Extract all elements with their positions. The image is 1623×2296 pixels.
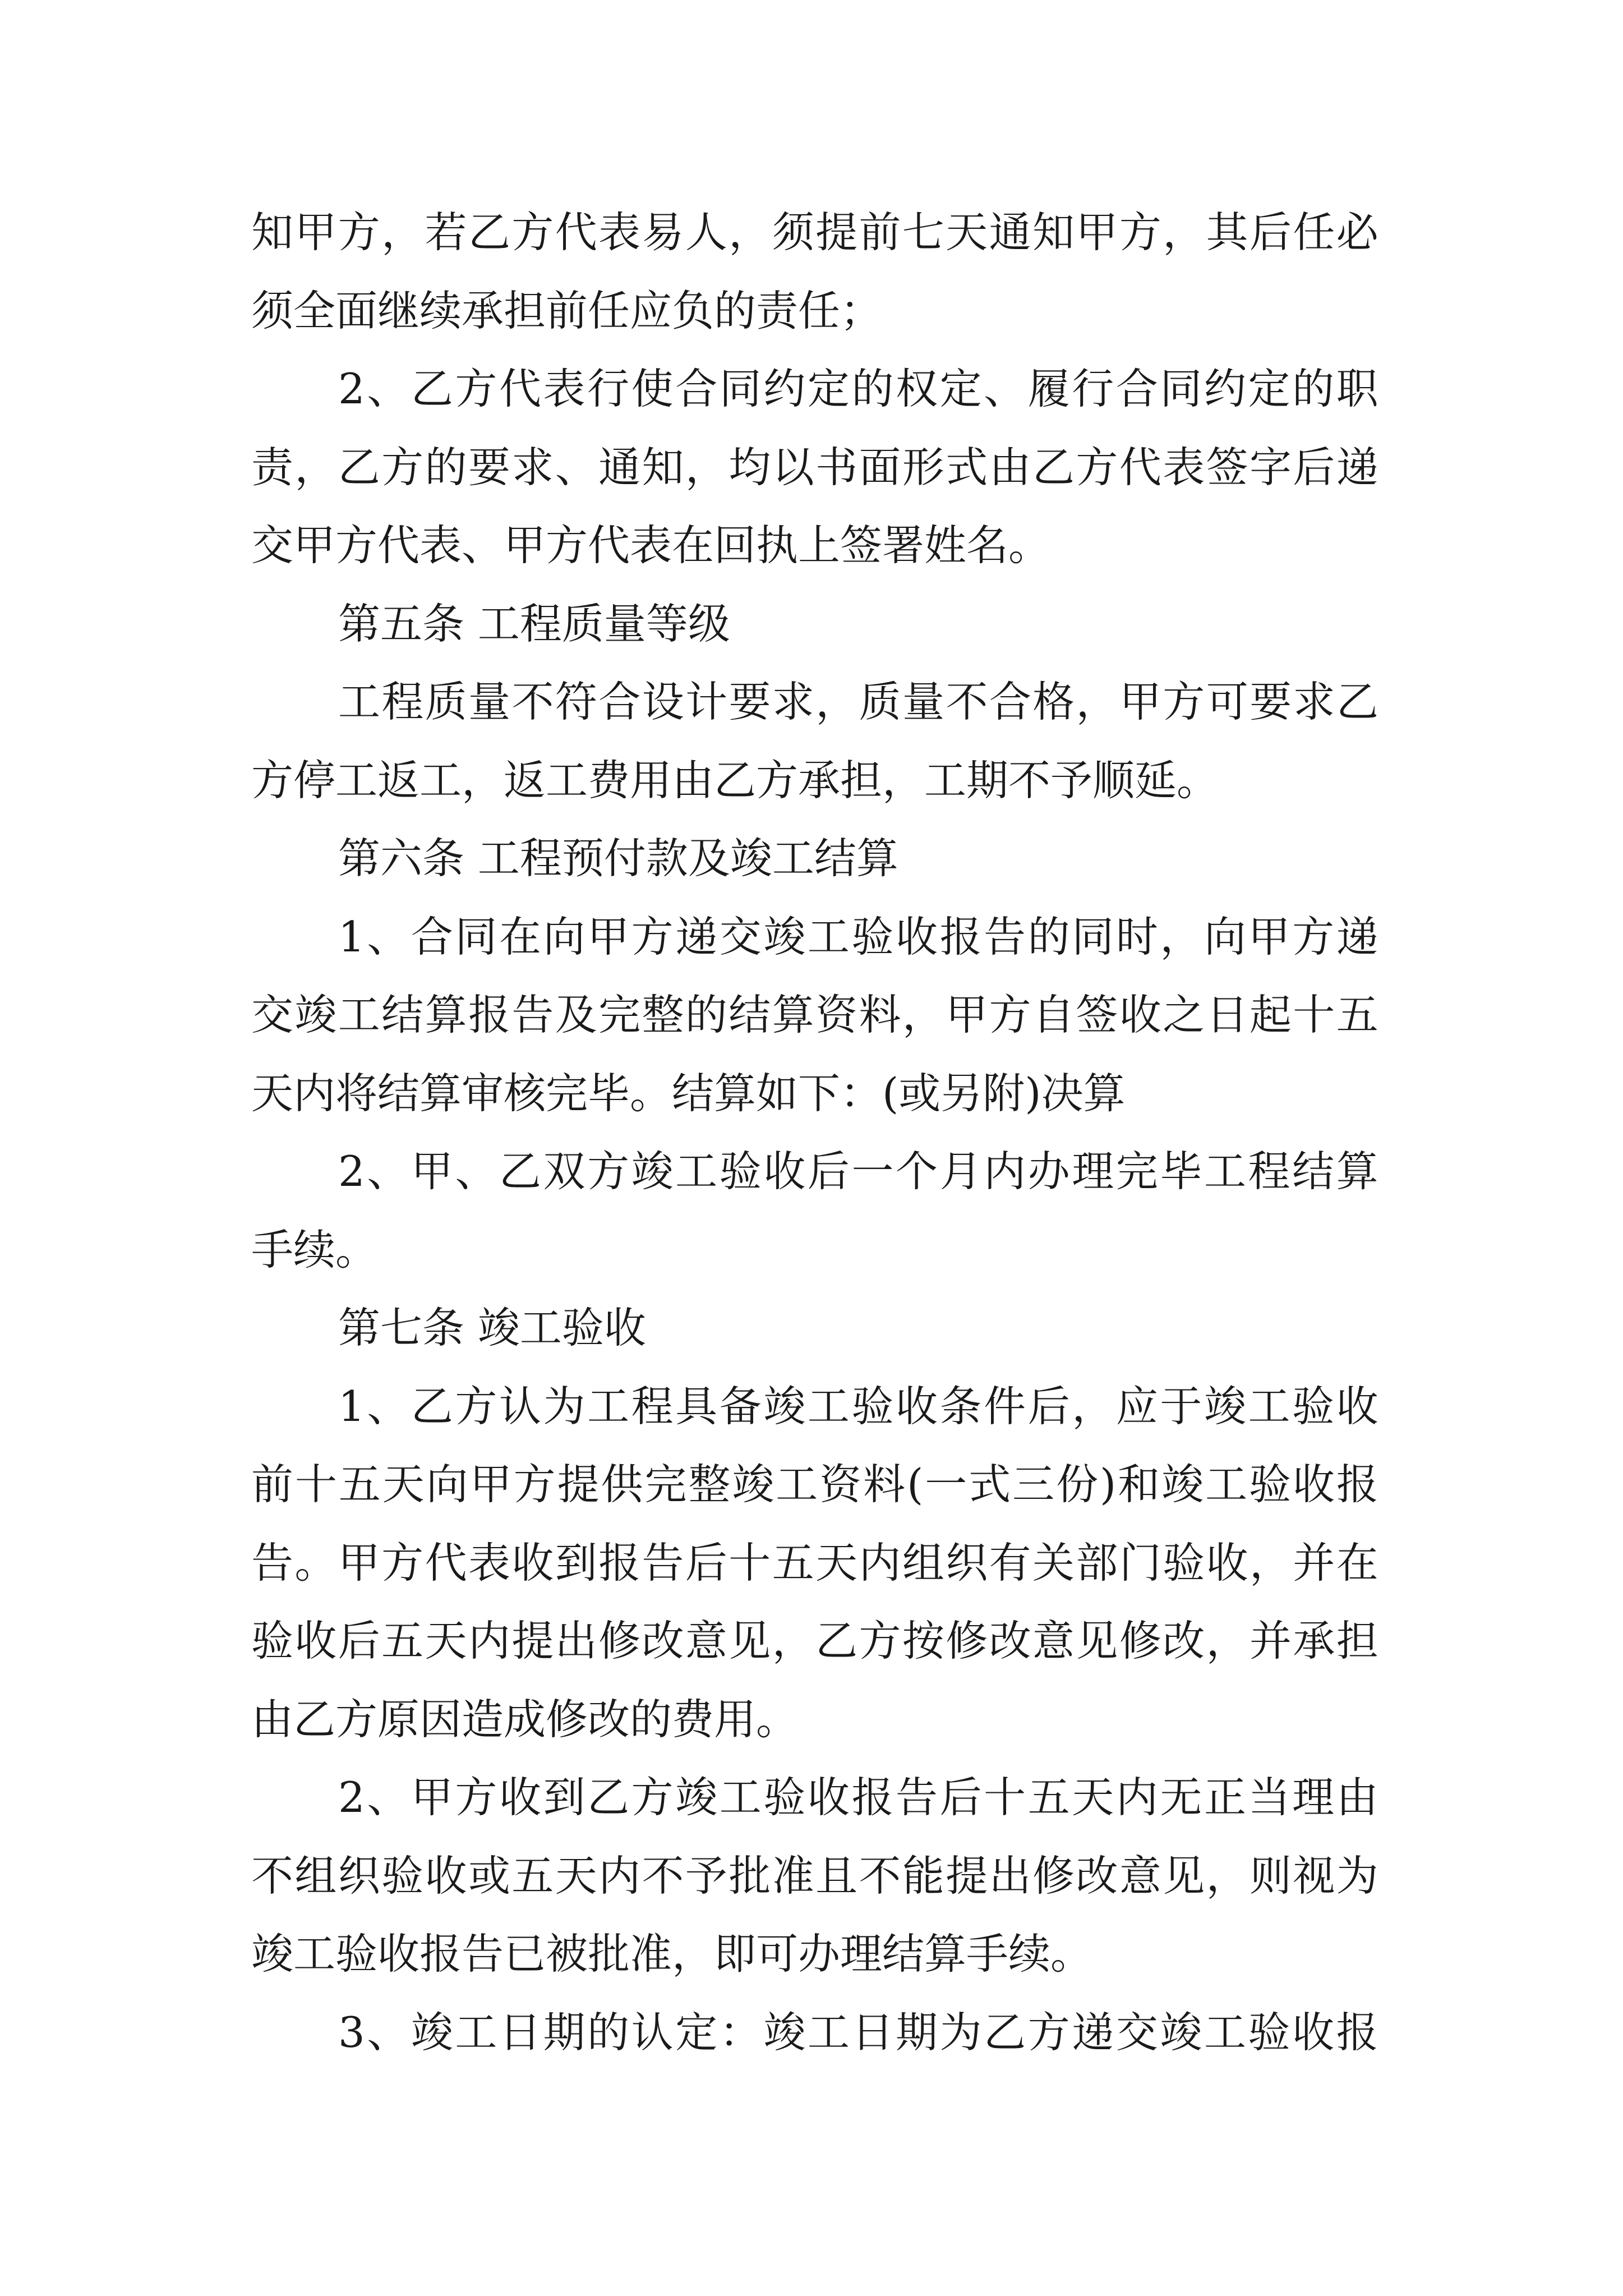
text-line: 1 、 合 同 在 向 甲 方 递 交 竣 工 验 收 报 告 的 同 时 ， 向 甲 方 递 — [338, 912, 1378, 961]
text-line: 第五条 工程质量等级 — [338, 599, 730, 648]
text-line: 1 、 乙 方 认 为 工 程 具 备 竣 工 验 收 条 件 后 ， 应 于 竣 工 验 收 — [338, 1381, 1378, 1431]
text-line: 验 收 后 五 天 内 提 出 修 改 意 见 ， 乙 方 按 修 改 意 见 修 改 ， 并 承 担 — [251, 1616, 1378, 1665]
text-line: 手续。 — [251, 1225, 378, 1274]
text-line: 前 十 五 天 向 甲 方 提 供 完 整 竣 工 资 料 ( 一 式 三 份 ) 和 竣 工 验 收 报 — [251, 1460, 1378, 1509]
text-line: 交甲方代表、甲方代表在回执上签署姓名。 — [251, 521, 1051, 570]
text-line: 3 、 竣 工 日 期 的 认 定 ： 竣 工 日 期 为 乙 方 递 交 竣 工 验 收 报 — [338, 2007, 1378, 2057]
text-line: 告 。 甲 方 代 表 收 到 报 告 后 十 五 天 内 组 织 有 关 部 门 验 收 ， 并 在 — [251, 1538, 1378, 1588]
text-line: 第七条 竣工验收 — [338, 1303, 646, 1352]
text-line: 由乙方原因造成修改的费用。 — [251, 1694, 799, 1744]
text-line: 2 、 乙 方 代 表 行 使 合 同 约 定 的 权 定 、 履 行 合 同 约 定 的 职 — [338, 364, 1378, 413]
text-line: 交 竣 工 结 算 报 告 及 完 整 的 结 算 资 料 ， 甲 方 自 签 收 之 日 起 十 五 — [251, 990, 1378, 1039]
text-line: 竣工验收报告已被批准，即可办理结算手续。 — [251, 1929, 1093, 1978]
text-line: 须全面继续承担前任应负的责任； — [251, 286, 883, 335]
text-line: 2 、 甲 方 收 到 乙 方 竣 工 验 收 报 告 后 十 五 天 内 无 正 当 理 由 — [338, 1773, 1378, 1822]
text-line: 2 、 甲 、 乙 双 方 竣 工 验 收 后 一 个 月 内 办 理 完 毕 工 程 结 算 — [338, 1147, 1378, 1196]
text-line: 责 ， 乙 方 的 要 求 、 通 知 ， 均 以 书 面 形 式 由 乙 方 代 表 签 字 后 递 — [251, 442, 1378, 492]
text-line: 方停工返工，返工费用由乙方承担，工期不予顺延。 — [251, 755, 1219, 805]
text-line: 知 甲 方 ， 若 乙 方 代 表 易 人 ， 须 提 前 七 天 通 知 甲 方 ， 其 后 任 必 — [251, 208, 1378, 257]
text-line: 第六条 工程预付款及竣工结算 — [338, 834, 898, 883]
text-line: 工 程 质 量 不 符 合 设 计 要 求 ， 质 量 不 合 格 ， 甲 方 可 要 求 乙 — [338, 677, 1378, 726]
text-line: 不 组 织 验 收 或 五 天 内 不 予 批 准 且 不 能 提 出 修 改 意 见 ， 则 视 为 — [251, 1851, 1378, 1901]
document-body — [251, 194, 1378, 2072]
text-line: 天内将结算审核完毕。结算如下：(或另附)决算 — [251, 1068, 1126, 1118]
